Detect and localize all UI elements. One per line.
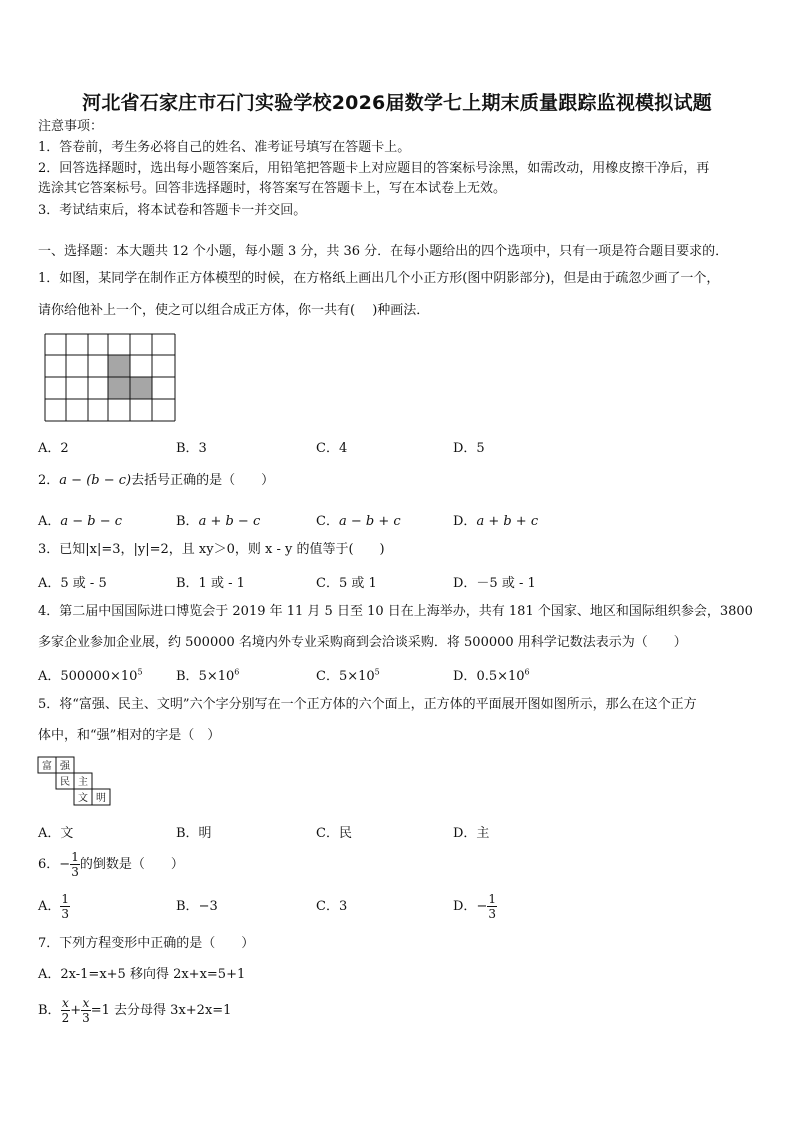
expression: a − (b − c) [59, 473, 132, 488]
shaded-square [108, 355, 130, 377]
question-5-options [38, 822, 758, 840]
option-a: A． $\frac{1}{3}$ [38, 892, 70, 921]
question-7-text: 7．下列方程变形中正确的是（ ） [38, 936, 255, 951]
option-a: A．2 [38, 441, 69, 456]
question-6-options [38, 890, 758, 924]
question-1-options [38, 437, 758, 455]
notice-item: 3．考试结束后，将本试卷和答题卡一并交回。 [38, 203, 307, 218]
option-b: B．a + b − c [176, 514, 261, 529]
notice-item: 2．回答选择题时，选出每小题答案后，用铅笔把答题卡上对应题目的答案标号涂黑，如需改动，用橡皮擦干净后，再 [38, 161, 710, 176]
option-a: A．文 [38, 826, 74, 841]
grid-lines [45, 334, 175, 421]
notice-heading: 注意事项： [38, 119, 104, 134]
section-heading: 一、选择题：本大题共 12 个小题，每小题 3 分，共 36 分．在每小题给出的四个选项中，只有一项是符合题目要求的． [38, 244, 729, 259]
option-b: B．明 [176, 826, 212, 841]
question-5-text: 5．将“富强、民主、文明”六个字分别写在一个正方体的六个面上，正方体的平面展开图如图所示，那么在这个正方 [38, 697, 697, 712]
notice-item: 1．答卷前，考生务必将自己的姓名、准考证号填写在答题卡上。 [38, 140, 411, 155]
option-b: B．1 或 - 1 [176, 576, 245, 591]
option-a: A．a − b − c [38, 514, 123, 529]
notice-item: 选涂其它答案标号。回答非选择题时，将答案写在答题卡上，写在本试卷上无效。 [38, 181, 507, 196]
option-c: C．$5\times 10^5$ [316, 667, 380, 684]
question-4-text: 多家企业参加企业展，约 500000 名境内外专业采购商到会洽谈采购．将 500000 用科学记数法表示为（ ） [38, 635, 687, 650]
net-cell-text: 文 [78, 793, 88, 804]
option-d: D．5 [453, 441, 485, 456]
question-4-text: 4．第二届中国国际进口博览会于 2019 年 11 月 5 日至 10 日在上海举办，共有 181 个国家、地区和国际组织参会，3800 [38, 604, 753, 619]
net-cell-text: 明 [96, 793, 106, 804]
option-b: B．$5\times 10^6$ [176, 667, 240, 684]
option-d: D．主 [453, 826, 490, 841]
question-2-options [38, 510, 758, 528]
option-c: C．3 [316, 899, 348, 914]
option-c: C．民 [316, 826, 352, 841]
question-3-options [38, 572, 758, 590]
net-cell-text: 强 [60, 761, 70, 772]
grid-figure [44, 333, 176, 423]
question-5-text: 体中，和“强”相对的字是（ ） [38, 728, 221, 743]
option-a: A．2x-1=x+5 移向得 2x+x=5+1 [38, 967, 246, 982]
page-title: 河北省石家庄市石门实验学校2026届数学七上期末质量跟踪监视模拟试题 [82, 92, 712, 114]
question-2-text: 2．a − (b − c)去括号正确的是（ ） [38, 473, 275, 488]
cube-net-figure [37, 756, 111, 810]
fraction: $\frac{1}{3}$ [71, 850, 79, 879]
option-d: D．− $\frac{1}{3}$ [453, 892, 496, 921]
option-b: B．−3 [176, 899, 218, 914]
option-a: A．5 或 - 5 [38, 576, 107, 591]
option-a: A．$500000\times 10^5$ [38, 667, 143, 684]
question-4-options [38, 665, 758, 683]
option-d: D．$0.5\times 10^6$ [453, 667, 530, 684]
question-3-text: 3．已知|x|=3，|y|=2，且 xy＞0，则 x - y 的值等于( ) [38, 542, 385, 557]
option-d: D．－5 或 - 1 [453, 576, 536, 591]
question-1-text: 1．如图，某同学在制作正方体模型的时候，在方格纸上画出几个小正方形(图中阴影部分)，但是由于疏忽少画了一个， [38, 271, 720, 286]
question-6-text: 6．− $\frac{1}{3}$ 的倒数是（ ） [38, 850, 184, 879]
option-b: B． $\frac{x}{2}$ + $\frac{x}{3}$ =1 去分母得 3x+2x=1 [38, 996, 232, 1025]
net-cell-text: 主 [78, 777, 88, 788]
net-cell-text: 富 [42, 761, 52, 772]
question-1-text: 请你给他补上一个，使之可以组合成正方体，你一共有( )种画法． [38, 303, 430, 318]
option-d: D．a + b + c [453, 514, 539, 529]
net-cell-text: 民 [60, 777, 70, 788]
option-c: C．a − b + c [316, 514, 401, 529]
option-b: B．3 [176, 441, 207, 456]
option-c: C．5 或 1 [316, 576, 377, 591]
option-c: C．4 [316, 441, 348, 456]
